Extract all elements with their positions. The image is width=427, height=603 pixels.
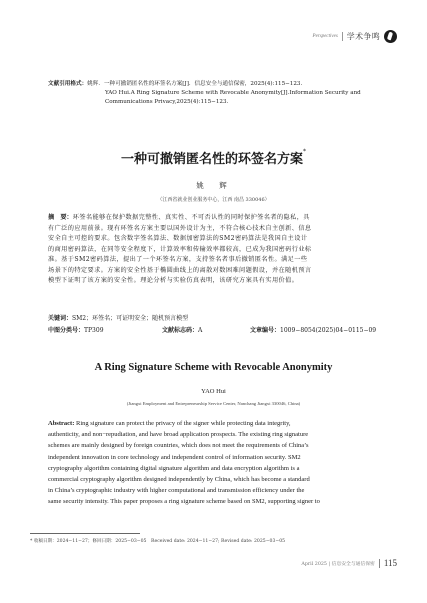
footer-divider (379, 559, 380, 568)
article-number: 文章编号：1009−8054(2025)04−0115−09 (250, 327, 377, 334)
journal-logo-icon (384, 30, 397, 43)
abstract-cn-line: 摘 要：环签名能够在保护数据完整性、真实性、不可否认性的同时保护签名者的隐私，具 (48, 214, 310, 221)
keywords-cn-value: SM2；环签名；可证明安全；随机预言模型 (72, 315, 189, 322)
citation-line-3: Communications Privacy,2025(4):115−123. (105, 99, 229, 105)
abstract-en-line: Abstract: Ring signature can protect the privacy of the signer while protecting data integrity, (48, 420, 291, 427)
citation-line-2: YAO Hui.A Ring Signature Scheme with Revocable Anonymity[J].Information Security and (105, 90, 361, 96)
keywords-cn-label: 关键词： (48, 315, 73, 322)
abstract-en-line: in China’s cryptographic industry with higher computational and transmission efficiency under the (48, 487, 305, 495)
abstract-cn-line: 场景下的特定要求。方案的安全性基于椭圆曲线上的离散对数困难问题假设，并在随机预言 (48, 266, 312, 274)
author-en: YAO Hui (201, 388, 226, 395)
footnote-rule (30, 533, 140, 534)
footnote: * 收稿日期：2024−11−27；修回日期：2025−03−05 Received date: 2024−11−27; Revised date: 2025−03−05 (30, 539, 286, 544)
title-footnote-mark: * (303, 148, 306, 155)
abstract-en-line: schemes are mainly designed by foreign countries, which does not meet the requirements of China’s (48, 442, 309, 450)
keywords-cn (48, 314, 188, 323)
author-cn: 姚 辉 (196, 181, 231, 190)
affiliation-cn: （江西省就业创业服务中心，江西 南昌 330046） (157, 197, 270, 203)
header-divider (342, 32, 343, 41)
citation-label: 文献引用格式： (48, 81, 88, 87)
title-en: A Ring Signature Scheme with Revocable Anonymity (94, 362, 333, 373)
abstract-en-line: commercial cryptography algorithm designed independently by China, which has become a standard (48, 476, 310, 484)
abstract-cn-line: 的商用密码算法，在同等安全程度下，计算效率和传输效率都较高，已成为我国密码行业标 (48, 245, 312, 253)
abstract-en-line: cryptography algorithm containing digital signature algorithm and data encryption algorithm is a (48, 464, 300, 472)
running-header (313, 30, 397, 43)
affiliation-en: (Jiangxi Employment and Entrepreneurship Service Center, Nanchang Jiangxi 330046, China) (126, 401, 301, 406)
page-number: 115 (383, 558, 397, 568)
abstract-cn-line: 有广泛的应用前景。现有环签名方案主要以国外设计为主，不符合核心技术自主创新、信息 (48, 224, 312, 232)
page-footer (301, 558, 397, 568)
clc-number: 中图分类号：TP309 (48, 327, 104, 334)
abstract-en-line: independent innovation in core technology and independent control of information security. SM2 (48, 453, 301, 461)
document-code: 文献标志码：A (162, 327, 203, 334)
classification-row (48, 326, 382, 335)
abstract-en (48, 418, 382, 508)
abstract-cn-line: 模型下证明了该方案的安全性。理论分析与实验仿真表明，该研究方案具有实用价值。 (48, 277, 299, 284)
abstract-cn-label: 摘 要： (48, 214, 73, 221)
title-cn: 一种可撤销匿名性的环签名方案* (120, 148, 306, 167)
footer-journal: April 2025 | 信息安全与通信保密 (301, 561, 375, 567)
abstract-cn (48, 213, 382, 287)
abstract-cn-line: 准。基于SM2密码算法，提出了一个环签名方案，支持签名者事后撤销匿名性。满足一些 (48, 256, 308, 263)
citation-block (48, 80, 396, 107)
abstract-en-line: authenticity, and non−repudiation, and have broad application prospects. The existing ring signature (48, 431, 309, 439)
header-series-en: Perspectives (312, 34, 338, 39)
abstract-en-line: same security intensity. This paper proposes a ring signature scheme based on SM2, supporting signer to (48, 498, 320, 506)
header-column-cn: 学术争鸣 (346, 32, 380, 41)
abstract-cn-line: 安全自主可控的要求。包含数字签名算法、数据加密算法的SM2密码算法是我国自主设计 (48, 235, 308, 242)
citation-line-1: 文献引用格式：姚辉．一种可撤销匿名性的环签名方案[J]．信息安全与通信保密，2025(4):115−123. (48, 81, 303, 87)
abstract-en-label: Abstract: (48, 420, 75, 427)
